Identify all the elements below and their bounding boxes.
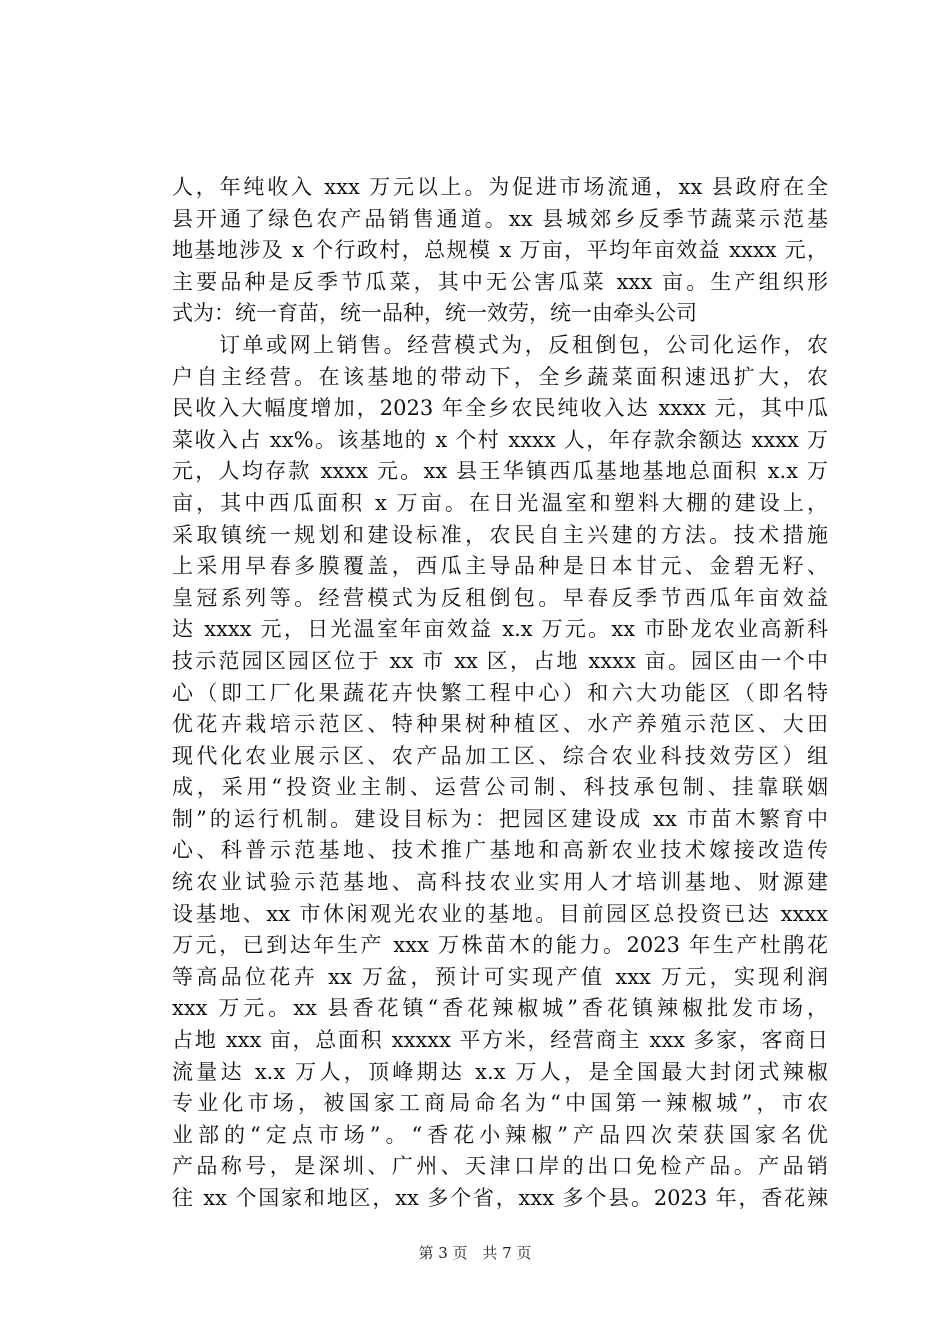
text-line: xxx 万元。xx 县香花镇“香花辣椒城”香花镇辣椒批发市场， xyxy=(172,996,828,1021)
text-line: 制”的运行机制。建设目标为：把园区建设成 xx 市苗木繁育中 xyxy=(172,806,828,831)
text-line: 专业化市场，被国家工商局命名为“中国第一辣椒城”，市农 xyxy=(172,1091,828,1116)
text-line: 心（即工厂化果蔬花卉快繁工程中心）和六大功能区（即名特 xyxy=(172,680,828,705)
text-line: 成，采用“投资业主制、运营公司制、科技承包制、挂靠联姻 xyxy=(172,775,828,800)
text-line: 地基地涉及 x 个行政村，总规模 x 万亩，平均年亩效益 xxxx 元， xyxy=(172,238,828,263)
text-line: 占地 xxx 亩，总面积 xxxxx 平方米，经营商主 xxx 多家，客商日 xyxy=(172,1028,828,1053)
page-total: 共 7 页 xyxy=(482,1244,532,1262)
text-line: 产品称号，是深圳、广州、天津口岸的出口免检产品。产品销 xyxy=(172,1154,828,1179)
text-line: 万元，已到达年生产 xxx 万株苗木的能力。2023 年生产杜鹃花 xyxy=(172,933,828,958)
page-number: 第 3 页 xyxy=(418,1244,468,1262)
text-line: 业部的“定点市场”。“香花小辣椒”产品四次荣获国家名优 xyxy=(172,1122,828,1147)
text-line: 统农业试验示范基地、高科技农业实用人才培训基地、财源建 xyxy=(172,870,828,895)
text-line: 等高品位花卉 xx 万盆，预计可实现产值 xxx 万元，实现利润 xyxy=(172,964,828,989)
text-line: 优花卉栽培示范区、特种果树种植区、水产养殖示范区、大田 xyxy=(172,712,828,737)
text-line: 主要品种是反季节瓜菜，其中无公害瓜菜 xxx 亩。生产组织形 xyxy=(172,269,828,294)
text-line: 民收入大幅度增加，2023 年全乡农民纯收入达 xxxx 元，其中瓜 xyxy=(172,396,828,421)
text-line: 现代化农业展示区、农产品加工区、综合农业科技效劳区）组 xyxy=(172,743,828,768)
text-line: 往 xx 个国家和地区，xx 多个省，xxx 多个县。2023 年，香花辣 xyxy=(172,1186,828,1210)
text-line: 达 xxxx 元，日光温室年亩效益 x.x 万元。xx 市卧龙农业高新科 xyxy=(172,617,828,642)
text-line: 元，人均存款 xxxx 元。xx 县王华镇西瓜基地基地总面积 x.x 万 xyxy=(172,459,828,484)
document-body xyxy=(172,172,828,1215)
text-line: 亩，其中西瓜面积 x 万亩。在日光温室和塑料大棚的建设上， xyxy=(172,490,828,515)
text-line: 技示范园区园区位于 xx 市 xx 区，占地 xxxx 亩。园区由一个中 xyxy=(172,648,828,673)
text-line: 订单或网上销售。经营模式为，反租倒包，公司化运作，农 xyxy=(172,332,828,357)
text-line: 流量达 x.x 万人，顶峰期达 x.x 万人，是全国最大封闭式辣椒 xyxy=(172,1059,828,1084)
text-line: 人，年纯收入 xxx 万元以上。为促进市场流通，xx 县政府在全 xyxy=(172,175,828,199)
text-line: 上采用早春多膜覆盖，西瓜主导品种是日本甘元、金碧无籽、 xyxy=(172,554,828,579)
text-line: 采取镇统一规划和建设标准，农民自主兴建的方法。技术措施 xyxy=(172,522,828,547)
text-line: 户自主经营。在该基地的带动下，全乡蔬菜面积速迅扩大，农 xyxy=(172,364,828,389)
text-line: 式为：统一育苗，统一品种，统一效劳，统一由牵头公司 xyxy=(172,301,697,326)
text-line: 心、科普示范基地、技术推广基地和高新农业技术嫁接改造传 xyxy=(172,838,828,863)
page-footer xyxy=(0,1242,950,1263)
text-line: 菜收入占 xx%。该基地的 x 个村 xxxx 人，年存款余额达 xxxx 万 xyxy=(172,427,828,452)
text-line: 设基地、xx 市休闲观光农业的基地。目前园区总投资已达 xxxx xyxy=(172,901,828,926)
text-line: 皇冠系列等。经营模式为反租倒包。早春反季节西瓜年亩效益 xyxy=(172,585,828,610)
text-line: 县开通了绿色农产品销售通道。xx 县城郊乡反季节蔬菜示范基 xyxy=(172,206,828,231)
